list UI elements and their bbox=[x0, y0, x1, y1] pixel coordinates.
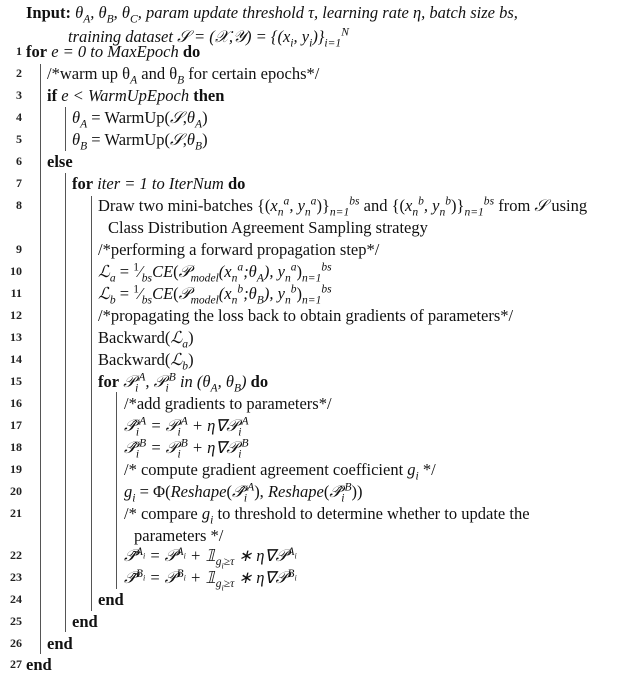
line-number: 3 bbox=[16, 88, 22, 102]
line-number: 24 bbox=[10, 592, 22, 606]
line-21-comment: /* compare $g_i$ to threshold to determine whether to update the bbox=[124, 504, 530, 527]
line-11-loss-b: ℒ$_b$ = $^1⁄_{bs}CE(𝒫_{model}(x_n^b;\theta_B)$, $y_n^b)_{n=1}^{bs}$ bbox=[98, 283, 332, 307]
line-23-thresholded-update-b: 𝒫̃$^{B_i}$ = 𝒫$^{B_i}$ + $𝟙_{g_i\ge\tau}$ ∗ η∇𝒫$^{B_i}$ bbox=[124, 567, 297, 593]
line-number: 13 bbox=[10, 330, 22, 344]
line-number: 4 bbox=[16, 110, 22, 124]
line-24-end: end bbox=[98, 590, 124, 609]
line-26-end: end bbox=[47, 634, 73, 653]
line-number: 2 bbox=[16, 66, 22, 80]
line-number: 12 bbox=[10, 308, 22, 322]
line-number: 14 bbox=[10, 352, 22, 366]
line-19-comment: /* compute gradient agreement coefficient $g_i$ */ bbox=[124, 460, 436, 483]
line-number: 26 bbox=[10, 636, 22, 650]
line-12-comment: /*propagating the loss back to obtain gradients of parameters*/ bbox=[98, 306, 514, 325]
line-8-continued: Class Distribution Agreement Sampling strategy bbox=[108, 218, 428, 237]
line-number: 7 bbox=[16, 176, 22, 190]
line-14-backward-b: Backward(ℒ$_b$) bbox=[98, 350, 194, 373]
indent-bar-iter-loop bbox=[91, 196, 92, 611]
input-label: Input: bbox=[26, 3, 71, 22]
line-number: 27 bbox=[10, 657, 22, 671]
line-8-draw-batches: Draw two mini-batches {($x_n^a$, $y_n^a)\}_{n=1}^{bs}$ and {($x_n^b$, $y_n^b)\}_{n=1}^{bs}$ from 𝒮 using bbox=[98, 195, 588, 219]
indent-bar-else bbox=[65, 173, 66, 632]
line-1-for-epoch: for e = 0 to MaxEpoch do bbox=[26, 42, 201, 61]
line-27-end: end bbox=[26, 655, 52, 674]
line-5-warmup-b: $\theta_B$ = $WarmUp(𝒮,\theta_B)$ bbox=[72, 130, 208, 153]
line-13-backward-a: Backward(ℒ$_a$) bbox=[98, 328, 194, 351]
input-line bbox=[26, 3, 518, 26]
line-number: 11 bbox=[10, 286, 22, 300]
line-20-agreement: $g_i$ = $\Phi(Reshape(𝒫̂_i^A)$, $Reshape(𝒫̂_i^B)$) bbox=[124, 481, 363, 505]
input-line-continued: training dataset 𝒮 = (𝒳,𝒴) = {($x_i$, $y_i)\}_{i=1}^N$ bbox=[68, 26, 349, 50]
line-15-for-params: for 𝒫$_i^A$, 𝒫$_i^B$ in ($\theta_A$, $\theta_B$) do bbox=[98, 371, 269, 395]
line-number: 23 bbox=[10, 570, 22, 584]
line-number: 20 bbox=[10, 484, 22, 498]
line-17-update-a: $𝒫̂_i^A$ = 𝒫$_i^A$ + η∇𝒫$_i^A$ bbox=[124, 415, 249, 439]
line-number: 10 bbox=[10, 264, 22, 278]
line-number: 17 bbox=[10, 418, 22, 432]
line-21-continued: parameters */ bbox=[134, 526, 224, 545]
line-number: 25 bbox=[10, 614, 22, 628]
line-2-comment: /*warm up $\theta_A$ and $\theta_B$ for certain epochs*/ bbox=[47, 64, 320, 87]
line-18-update-b: $𝒫̂_i^B$ = 𝒫$_i^B$ + η∇𝒫$_i^B$ bbox=[124, 437, 249, 461]
line-16-comment: /*add gradients to parameters*/ bbox=[124, 394, 332, 413]
input-params: $\theta_A$, $\theta_B$, $\theta_C$, param update threshold τ, learning rate η, batch size bs, bbox=[75, 3, 518, 26]
line-9-comment: /*performing a forward propagation step*/ bbox=[98, 240, 380, 259]
line-number: 8 bbox=[16, 198, 22, 212]
line-number: 15 bbox=[10, 374, 22, 388]
line-number: 9 bbox=[16, 242, 22, 256]
indent-bar-param-loop bbox=[116, 392, 117, 589]
line-number: 6 bbox=[16, 154, 22, 168]
line-number: 19 bbox=[10, 462, 22, 476]
indent-bar-if bbox=[65, 107, 66, 151]
line-number: 16 bbox=[10, 396, 22, 410]
line-number: 5 bbox=[16, 132, 22, 146]
indent-bar-level1 bbox=[40, 64, 41, 654]
line-6-else: else bbox=[47, 152, 73, 171]
line-25-end: end bbox=[72, 612, 98, 631]
line-22-thresholded-update-a: 𝒫̃$^{A_i}$ = 𝒫$^{A_i}$ + $𝟙_{g_i\ge\tau}$ ∗ η∇𝒫$^{A_i}$ bbox=[124, 545, 297, 571]
line-number: 21 bbox=[10, 506, 22, 520]
line-number: 22 bbox=[10, 548, 22, 562]
line-3-if: if e < WarmUpEpoch then bbox=[47, 86, 225, 105]
line-number: 18 bbox=[10, 440, 22, 454]
line-10-loss-a: ℒ$_a$ = $^1⁄_{bs}CE(𝒫_{model}(x_n^a;\theta_A)$, $y_n^a)_{n=1}^{bs}$ bbox=[98, 261, 332, 285]
line-7-for-iter: for iter = 1 to IterNum do bbox=[72, 174, 246, 193]
line-number: 1 bbox=[16, 44, 22, 58]
line-4-warmup-a: $\theta_A$ = $WarmUp(𝒮,\theta_A)$ bbox=[72, 108, 208, 131]
